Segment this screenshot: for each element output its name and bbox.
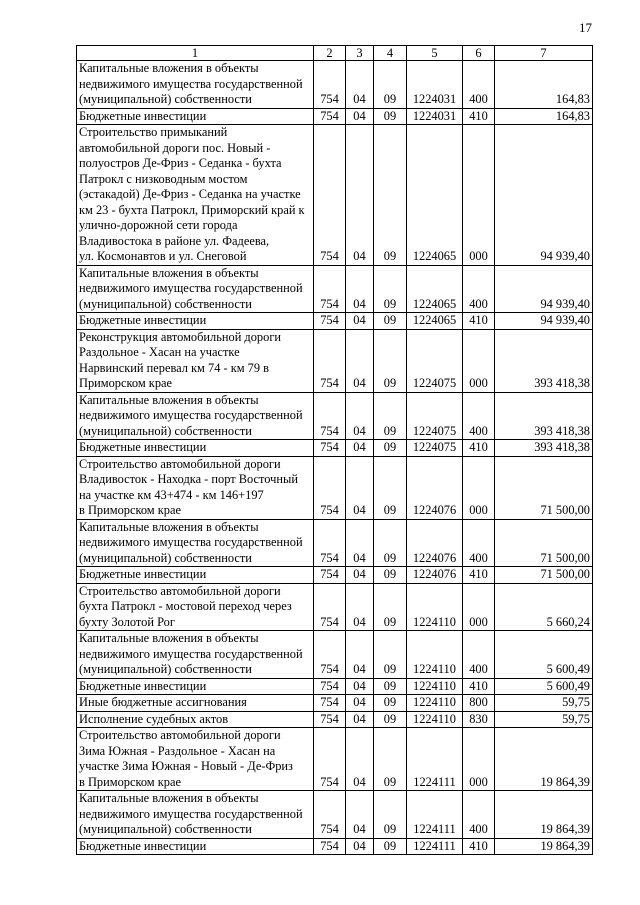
- row-code-cell: 754: [314, 265, 346, 313]
- row-code-cell: 04: [346, 265, 374, 313]
- row-code-cell: 754: [314, 519, 346, 567]
- row-code-cell: 09: [374, 519, 407, 567]
- row-code-cell: 04: [346, 631, 374, 679]
- row-code-cell: 09: [374, 583, 407, 631]
- row-code-cell: 04: [346, 695, 374, 712]
- row-code-cell: 1224110: [407, 695, 463, 712]
- row-code-cell: 754: [314, 791, 346, 839]
- row-name-cell: Капитальные вложения в объекты недвижимого имущества государственной (муниципальной) собственности: [77, 791, 314, 839]
- row-code-cell: 400: [463, 61, 495, 109]
- row-code-cell: 09: [374, 567, 407, 584]
- table-row: [77, 631, 593, 679]
- row-amount-cell: 393 418,38: [495, 392, 593, 440]
- row-code-cell: 400: [463, 519, 495, 567]
- row-amount-cell: 71 500,00: [495, 456, 593, 519]
- row-code-cell: 1224065: [407, 125, 463, 266]
- row-amount-cell: 5 660,24: [495, 583, 593, 631]
- row-code-cell: 09: [374, 791, 407, 839]
- table-row: [77, 838, 593, 855]
- row-code-cell: 1224075: [407, 392, 463, 440]
- row-name-cell: Реконструкция автомобильной дороги Раздольное - Хасан на участке Нарвинский перевал км 74 - км 79 в Приморском крае: [77, 329, 314, 392]
- row-code-cell: 410: [463, 313, 495, 330]
- header-cell: 2: [314, 46, 346, 61]
- table-row: [77, 728, 593, 791]
- row-code-cell: 09: [374, 728, 407, 791]
- row-code-cell: 754: [314, 456, 346, 519]
- row-code-cell: 754: [314, 108, 346, 125]
- row-code-cell: 1224076: [407, 456, 463, 519]
- row-code-cell: 09: [374, 440, 407, 457]
- row-code-cell: 830: [463, 711, 495, 728]
- table-row: [77, 519, 593, 567]
- header-cell: 3: [346, 46, 374, 61]
- row-amount-cell: 164,83: [495, 61, 593, 109]
- row-code-cell: 754: [314, 313, 346, 330]
- row-code-cell: 04: [346, 125, 374, 266]
- row-name-cell: Бюджетные инвестиции: [77, 567, 314, 584]
- row-code-cell: 754: [314, 567, 346, 584]
- row-name-cell: Бюджетные инвестиции: [77, 838, 314, 855]
- row-code-cell: 754: [314, 583, 346, 631]
- row-name-cell: Капитальные вложения в объекты недвижимого имущества государственной (муниципальной) собственности: [77, 519, 314, 567]
- row-code-cell: 09: [374, 695, 407, 712]
- row-code-cell: 1224076: [407, 519, 463, 567]
- row-code-cell: 09: [374, 265, 407, 313]
- row-code-cell: 410: [463, 108, 495, 125]
- row-code-cell: 400: [463, 392, 495, 440]
- row-code-cell: 754: [314, 678, 346, 695]
- table-row: [77, 440, 593, 457]
- row-code-cell: 410: [463, 567, 495, 584]
- row-code-cell: 04: [346, 728, 374, 791]
- row-code-cell: 754: [314, 728, 346, 791]
- table-row: [77, 567, 593, 584]
- row-amount-cell: 59,75: [495, 711, 593, 728]
- row-amount-cell: 393 418,38: [495, 329, 593, 392]
- row-code-cell: 09: [374, 631, 407, 679]
- row-code-cell: 1224110: [407, 583, 463, 631]
- row-name-cell: Иные бюджетные ассигнования: [77, 695, 314, 712]
- row-code-cell: 1224110: [407, 711, 463, 728]
- row-code-cell: 1224111: [407, 838, 463, 855]
- row-code-cell: 400: [463, 265, 495, 313]
- row-code-cell: 410: [463, 440, 495, 457]
- row-code-cell: 1224075: [407, 440, 463, 457]
- row-code-cell: 754: [314, 392, 346, 440]
- header-cell: 6: [463, 46, 495, 61]
- row-code-cell: 000: [463, 583, 495, 631]
- row-name-cell: Строительство примыканий автомобильной дороги пос. Новый - полуостров Де-Фриз - Седанка - бухта Патрокл с низководным мостом (эстакадой) Де-Фриз - Седанка на участке км 23 - бухта Патрокл, Приморский край к улично-дорожной сети города Владивостока в районе ул. Фадеева, ул. Космонавтов и ул. Снеговой: [77, 125, 314, 266]
- row-code-cell: 04: [346, 519, 374, 567]
- row-name-cell: Строительство автомобильной дороги бухта Патрокл - мостовой переход через бухту Золотой Рог: [77, 583, 314, 631]
- row-code-cell: 04: [346, 583, 374, 631]
- row-amount-cell: 59,75: [495, 695, 593, 712]
- row-code-cell: 754: [314, 631, 346, 679]
- row-code-cell: 000: [463, 728, 495, 791]
- row-code-cell: 04: [346, 313, 374, 330]
- table-row: [77, 329, 593, 392]
- table-header-row: [77, 46, 593, 61]
- row-amount-cell: 19 864,39: [495, 838, 593, 855]
- row-code-cell: 1224031: [407, 108, 463, 125]
- row-name-cell: Бюджетные инвестиции: [77, 108, 314, 125]
- row-amount-cell: 19 864,39: [495, 791, 593, 839]
- row-code-cell: 1224110: [407, 631, 463, 679]
- table-row: [77, 456, 593, 519]
- header-cell: 5: [407, 46, 463, 61]
- row-code-cell: 1224065: [407, 313, 463, 330]
- row-code-cell: 09: [374, 313, 407, 330]
- row-code-cell: 04: [346, 61, 374, 109]
- row-amount-cell: 71 500,00: [495, 519, 593, 567]
- row-name-cell: Строительство автомобильной дороги Зима Южная - Раздольное - Хасан на участке Зима Южная - Новый - Де-Фриз в Приморском крае: [77, 728, 314, 791]
- row-code-cell: 04: [346, 678, 374, 695]
- row-code-cell: 400: [463, 791, 495, 839]
- row-name-cell: Бюджетные инвестиции: [77, 440, 314, 457]
- table-row: [77, 265, 593, 313]
- row-code-cell: 1224076: [407, 567, 463, 584]
- table-body: [77, 61, 593, 855]
- row-code-cell: 09: [374, 838, 407, 855]
- row-amount-cell: 94 939,40: [495, 313, 593, 330]
- table-row: [77, 392, 593, 440]
- row-code-cell: 04: [346, 711, 374, 728]
- row-code-cell: 04: [346, 392, 374, 440]
- table-row: [77, 583, 593, 631]
- table-row: [77, 678, 593, 695]
- row-code-cell: 754: [314, 711, 346, 728]
- row-code-cell: 410: [463, 838, 495, 855]
- header-cell: 4: [374, 46, 407, 61]
- row-code-cell: 1224065: [407, 265, 463, 313]
- row-code-cell: 09: [374, 125, 407, 266]
- row-code-cell: 09: [374, 329, 407, 392]
- header-cell: 7: [495, 46, 593, 61]
- row-code-cell: 1224111: [407, 728, 463, 791]
- row-code-cell: 04: [346, 838, 374, 855]
- page-number: 17: [579, 20, 592, 35]
- row-code-cell: 1224111: [407, 791, 463, 839]
- row-code-cell: 04: [346, 108, 374, 125]
- row-code-cell: 754: [314, 695, 346, 712]
- row-code-cell: 000: [463, 125, 495, 266]
- row-amount-cell: 5 600,49: [495, 678, 593, 695]
- row-code-cell: 04: [346, 456, 374, 519]
- table-row: [77, 711, 593, 728]
- row-code-cell: 410: [463, 678, 495, 695]
- table-row: [77, 108, 593, 125]
- table-row: [77, 313, 593, 330]
- row-amount-cell: 94 939,40: [495, 265, 593, 313]
- row-code-cell: 800: [463, 695, 495, 712]
- row-code-cell: 754: [314, 440, 346, 457]
- row-name-cell: Бюджетные инвестиции: [77, 313, 314, 330]
- row-name-cell: Капитальные вложения в объекты недвижимого имущества государственной (муниципальной) собственности: [77, 392, 314, 440]
- row-code-cell: 04: [346, 567, 374, 584]
- row-code-cell: 09: [374, 392, 407, 440]
- header-cell: 1: [77, 46, 314, 61]
- row-amount-cell: 71 500,00: [495, 567, 593, 584]
- table-row: [77, 695, 593, 712]
- row-code-cell: 000: [463, 456, 495, 519]
- row-amount-cell: 94 939,40: [495, 125, 593, 266]
- row-code-cell: 1224075: [407, 329, 463, 392]
- row-amount-cell: 164,83: [495, 108, 593, 125]
- row-code-cell: 1224110: [407, 678, 463, 695]
- row-code-cell: 04: [346, 329, 374, 392]
- row-code-cell: 09: [374, 108, 407, 125]
- row-name-cell: Капитальные вложения в объекты недвижимого имущества государственной (муниципальной) собственности: [77, 265, 314, 313]
- row-code-cell: 09: [374, 678, 407, 695]
- row-code-cell: 09: [374, 711, 407, 728]
- budget-table: [76, 45, 593, 855]
- row-name-cell: Бюджетные инвестиции: [77, 678, 314, 695]
- row-code-cell: 754: [314, 125, 346, 266]
- table-row: [77, 61, 593, 109]
- row-code-cell: 754: [314, 329, 346, 392]
- row-name-cell: Исполнение судебных актов: [77, 711, 314, 728]
- row-name-cell: Капитальные вложения в объекты недвижимого имущества государственной (муниципальной) собственности: [77, 61, 314, 109]
- row-name-cell: Капитальные вложения в объекты недвижимого имущества государственной (муниципальной) собственности: [77, 631, 314, 679]
- row-name-cell: Строительство автомобильной дороги Владивосток - Находка - порт Восточный на участке км 43+474 - км 146+197 в Приморском крае: [77, 456, 314, 519]
- row-amount-cell: 19 864,39: [495, 728, 593, 791]
- row-code-cell: 04: [346, 440, 374, 457]
- row-code-cell: 000: [463, 329, 495, 392]
- table-row: [77, 125, 593, 266]
- row-amount-cell: 5 600,49: [495, 631, 593, 679]
- row-code-cell: 1224031: [407, 61, 463, 109]
- row-code-cell: 754: [314, 61, 346, 109]
- row-code-cell: 04: [346, 791, 374, 839]
- row-amount-cell: 393 418,38: [495, 440, 593, 457]
- table-row: [77, 791, 593, 839]
- row-code-cell: 09: [374, 61, 407, 109]
- row-code-cell: 09: [374, 456, 407, 519]
- row-code-cell: 400: [463, 631, 495, 679]
- row-code-cell: 754: [314, 838, 346, 855]
